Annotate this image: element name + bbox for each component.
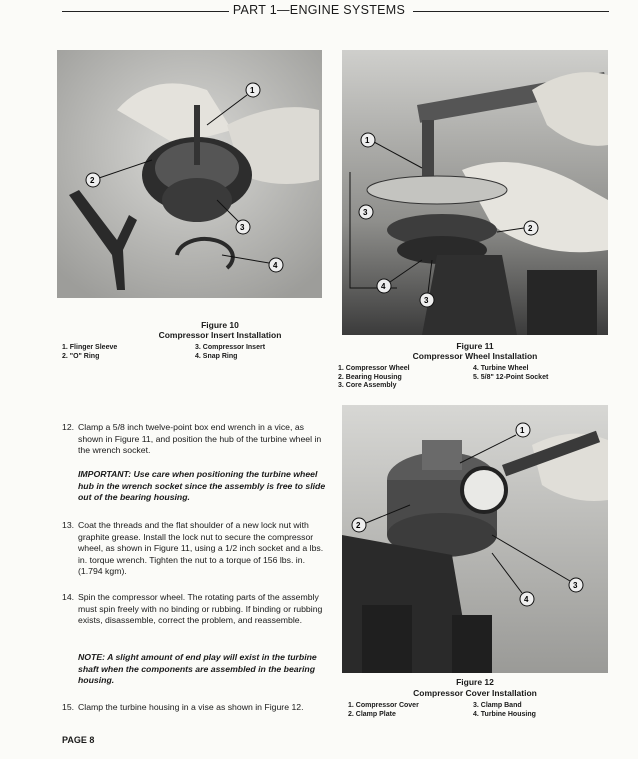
figure-11-title: Figure 11 (456, 341, 494, 351)
fig12-callout-2: 2 (356, 521, 361, 530)
figure-10-illustration (57, 50, 322, 298)
figure-12-photo (342, 405, 608, 673)
fig11-callout-1: 1 (365, 136, 370, 145)
step-15-number: 15. (62, 702, 75, 712)
step-15 (62, 702, 330, 714)
page-header (0, 3, 638, 17)
fig12-legend-item: 4. Turbine Housing (473, 710, 536, 718)
fig12-callout-4: 4 (524, 595, 529, 604)
page-number: PAGE 8 (62, 735, 95, 745)
figure-12-illustration (342, 405, 608, 673)
figure-11-subtitle: Compressor Wheel Installation (412, 351, 538, 361)
fig11-callout-3b: 3 (424, 296, 429, 305)
fig11-callout-2: 2 (528, 224, 533, 233)
figure-12-legend (348, 702, 608, 722)
fig10-callout-4: 4 (273, 261, 278, 270)
step-12-text: Clamp a 5/8 inch twelve-point box end wrench in a vice, as shown in Figure 11, and position the hub of the turbine wheel in the wrench socket. (78, 422, 322, 455)
end-play-note: NOTE: A slight amount of end play will exist in the turbine shaft when the components are assembled in the bearing housing. (78, 652, 317, 685)
fig11-legend-item: 1. Compressor Wheel (338, 365, 410, 372)
step-14-number: 14. (62, 592, 75, 602)
fig10-legend-item: 1. Flinger Sleeve (62, 344, 118, 351)
fig12-legend-item: 1. Compressor Cover (348, 702, 419, 709)
fig10-legend-item: 2. "O" Ring (62, 352, 100, 360)
fig10-legend-item: 3. Compressor Insert (195, 344, 266, 351)
step-13-text: Coat the threads and the flat shoulder of a new lock nut with graphite grease. Install the lock nut to secure the compressor wheel, as shown in Figure 11, using a 1/2 inch socket and a lbs. in. torque wrench. Tighten the nut to a torque of 156 lbs. in. (1.794 kgm). (78, 520, 324, 576)
step-15-text: Clamp the turbine housing in a vise as shown in Figure 12. (78, 702, 304, 712)
fig10-legend-item: 4. Snap Ring (195, 352, 238, 360)
header-title-text: PART 1—ENGINE SYSTEMS (229, 3, 409, 17)
figure-10-subtitle: Compressor Insert Installation (158, 330, 282, 340)
step-13-number: 13. (62, 520, 75, 530)
fig12-legend-item: 2. Clamp Plate (348, 710, 396, 718)
fig10-callout-2: 2 (90, 176, 95, 185)
fig10-callout-3: 3 (240, 223, 245, 232)
figure-10-photo (57, 50, 322, 298)
figure-12-subtitle: Compressor Cover Installation (413, 688, 537, 698)
figure-11-photo (342, 50, 608, 335)
step-13 (62, 520, 330, 578)
fig11-legend-item: 3. Core Assembly (338, 382, 397, 389)
figure-11-illustration (342, 50, 608, 335)
fig11-legend-item: 2. Bearing Housing (338, 373, 402, 381)
important-note: IMPORTANT: Use care when positioning the turbine wheel hub in the wrench socket since the assembly is free to slide out of the bearing housing. (78, 469, 326, 502)
fig11-callout-3a: 3 (363, 208, 368, 217)
figure-10-legend (62, 344, 322, 364)
figure-11-legend (338, 365, 608, 393)
fig12-legend-item: 3. Clamp Band (473, 702, 522, 709)
step-14-text: Spin the compressor wheel. The rotating parts of the assembly must spin freely with no binding or rubbing. If binding or rubbing exists, disassemble, correct the problem, and reassemble. (78, 592, 323, 625)
fig10-callout-1: 1 (250, 86, 255, 95)
figure-10-title: Figure 10 (201, 320, 239, 330)
fig12-callout-3: 3 (573, 581, 578, 590)
figure-12-title: Figure 12 (456, 677, 494, 687)
step-12-number: 12. (62, 422, 75, 432)
fig11-callout-4: 4 (381, 282, 386, 291)
step-12 (62, 422, 330, 457)
fig11-legend-item: 5. 5/8" 12-Point Socket (473, 373, 549, 381)
fig11-legend-item: 4. Turbine Wheel (473, 365, 529, 372)
step-14 (62, 592, 330, 627)
fig12-callout-1: 1 (520, 426, 525, 435)
